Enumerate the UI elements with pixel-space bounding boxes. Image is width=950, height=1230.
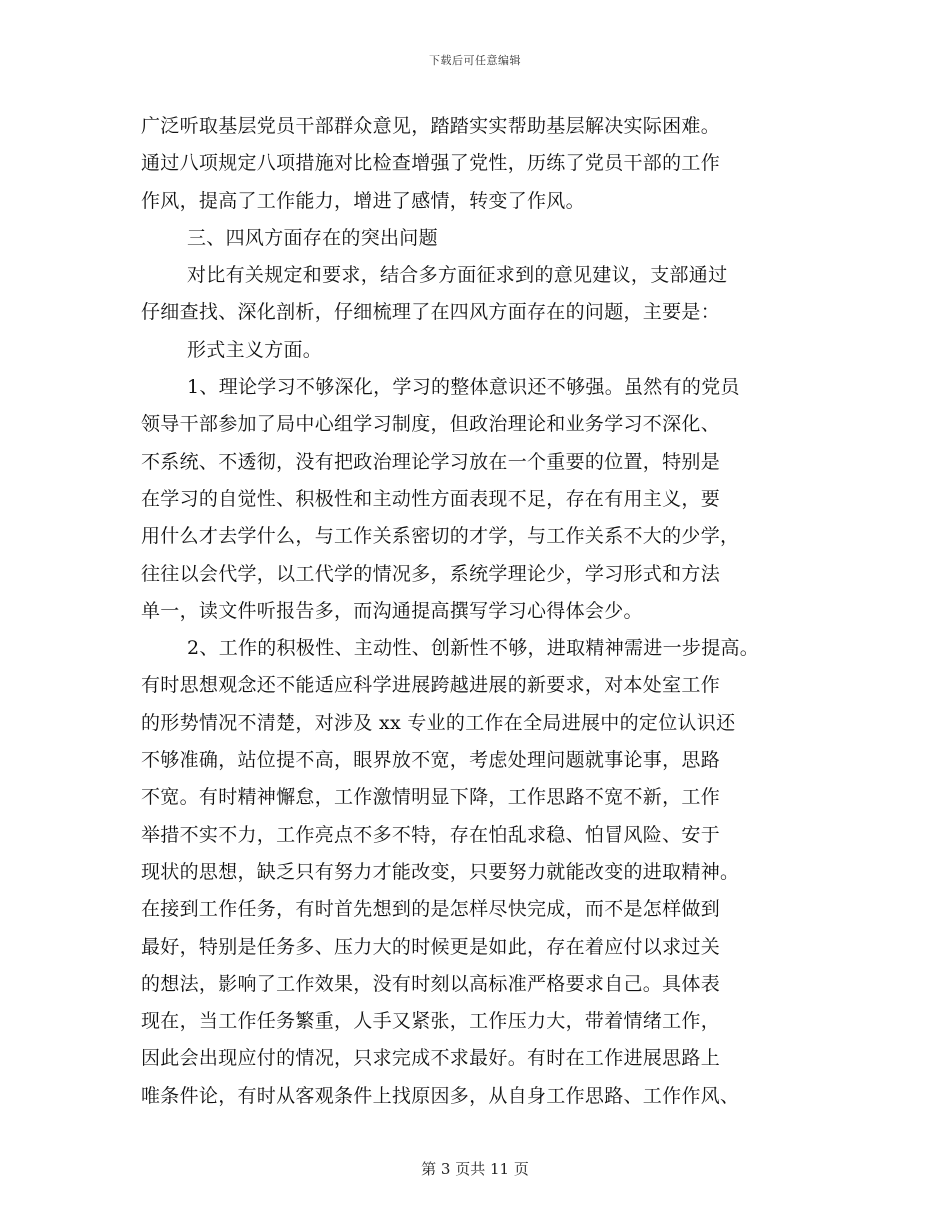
text-line: 单一，读文件听报告多，而沟通提高撰写学习心得体会少。 (141, 599, 643, 622)
page-header: 下载后可任意编辑 (429, 54, 521, 67)
text-line: 不系统、不透彻，没有把政治理论学习放在一个重要的位置，特别是 (141, 450, 721, 473)
text-line: 的想法，影响了工作效果，没有时刻以高标准严格要求自己。具体表 (141, 972, 721, 995)
document-body (141, 108, 841, 1115)
text-line: 有时思想观念还不能适应科学进展跨越进展的新要求，对本处室工作 (141, 674, 721, 697)
text-line: 现状的思想，缺乏只有努力才能改变，只要努力就能改变的进取精神。 (141, 860, 740, 883)
text-line: 在学习的自觉性、积极性和主动性方面表现不足，存在有用主义，要 (141, 487, 721, 510)
text-line: 举措不实不力，工作亮点不多不特，存在怕乱求稳、怕冒风险、安于 (141, 823, 721, 846)
text-line: 对比有关规定和要求，结合多方面征求到的意见建议，支部通过 (187, 264, 728, 287)
section-heading: 三、四风方面存在的突出问题 (187, 226, 438, 249)
text-line: 广泛听取基层党员干部群众意见，踏踏实实帮助基层解决实际困难。 (141, 115, 721, 137)
text-line: 往往以会代学，以工代学的情况多，系统学理论少，学习形式和方法 (141, 562, 721, 585)
text-line: 2、工作的积极性、主动性、创新性不够，进取精神需进一步提高。 (187, 637, 760, 660)
text-line: 作风，提高了工作能力，增进了感情，转变了作风。 (141, 189, 585, 212)
text-line: 现在，当工作任务繁重，人手又紧张，工作压力大，带着情绪工作， (141, 1010, 721, 1033)
text-line: 的形势情况不清楚，对涉及 xx 专业的工作在全局进展中的定位认识还 (141, 711, 736, 734)
text-line: 不宽。有时精神懈怠，工作激情明显下降，工作思路不宽不新，工作 (141, 786, 721, 809)
text-line: 唯条件论，有时从客观条件上找原因多，从自身工作思路、工作作风、 (141, 1084, 740, 1107)
text-line: 通过八项规定八项措施对比检查增强了党性，历练了党员干部的工作 (141, 152, 721, 175)
text-line: 在接到工作任务，有时首先想到的是怎样尽快完成，而不是怎样做到 (141, 898, 721, 921)
text-line: 最好，特别是任务多、压力大的时候更是如此，存在着应付以求过关 (141, 935, 721, 958)
text-line: 仔细查找、深化剖析，仔细梳理了在四风方面存在的问题，主要是： (141, 301, 721, 324)
text-line: 因此会出现应付的情况，只求完成不求最好。有时在工作进展思路上 (141, 1047, 721, 1070)
page-number-footer: 第 3 页共 11 页 (421, 1160, 529, 1178)
text-line: 用什么才去学什么，与工作关系密切的才学，与工作关系不大的少学， (141, 525, 740, 548)
text-line: 1、理论学习不够深化，学习的整体意识还不够强。虽然有的党员 (187, 376, 740, 399)
subsection-heading: 形式主义方面。 (187, 338, 323, 361)
text-line: 不够准确，站位提不高，眼界放不宽，考虑处理问题就事论事，思路 (141, 749, 721, 772)
text-line: 领导干部参加了局中心组学习制度，但政治理论和业务学习不深化、 (141, 413, 721, 436)
